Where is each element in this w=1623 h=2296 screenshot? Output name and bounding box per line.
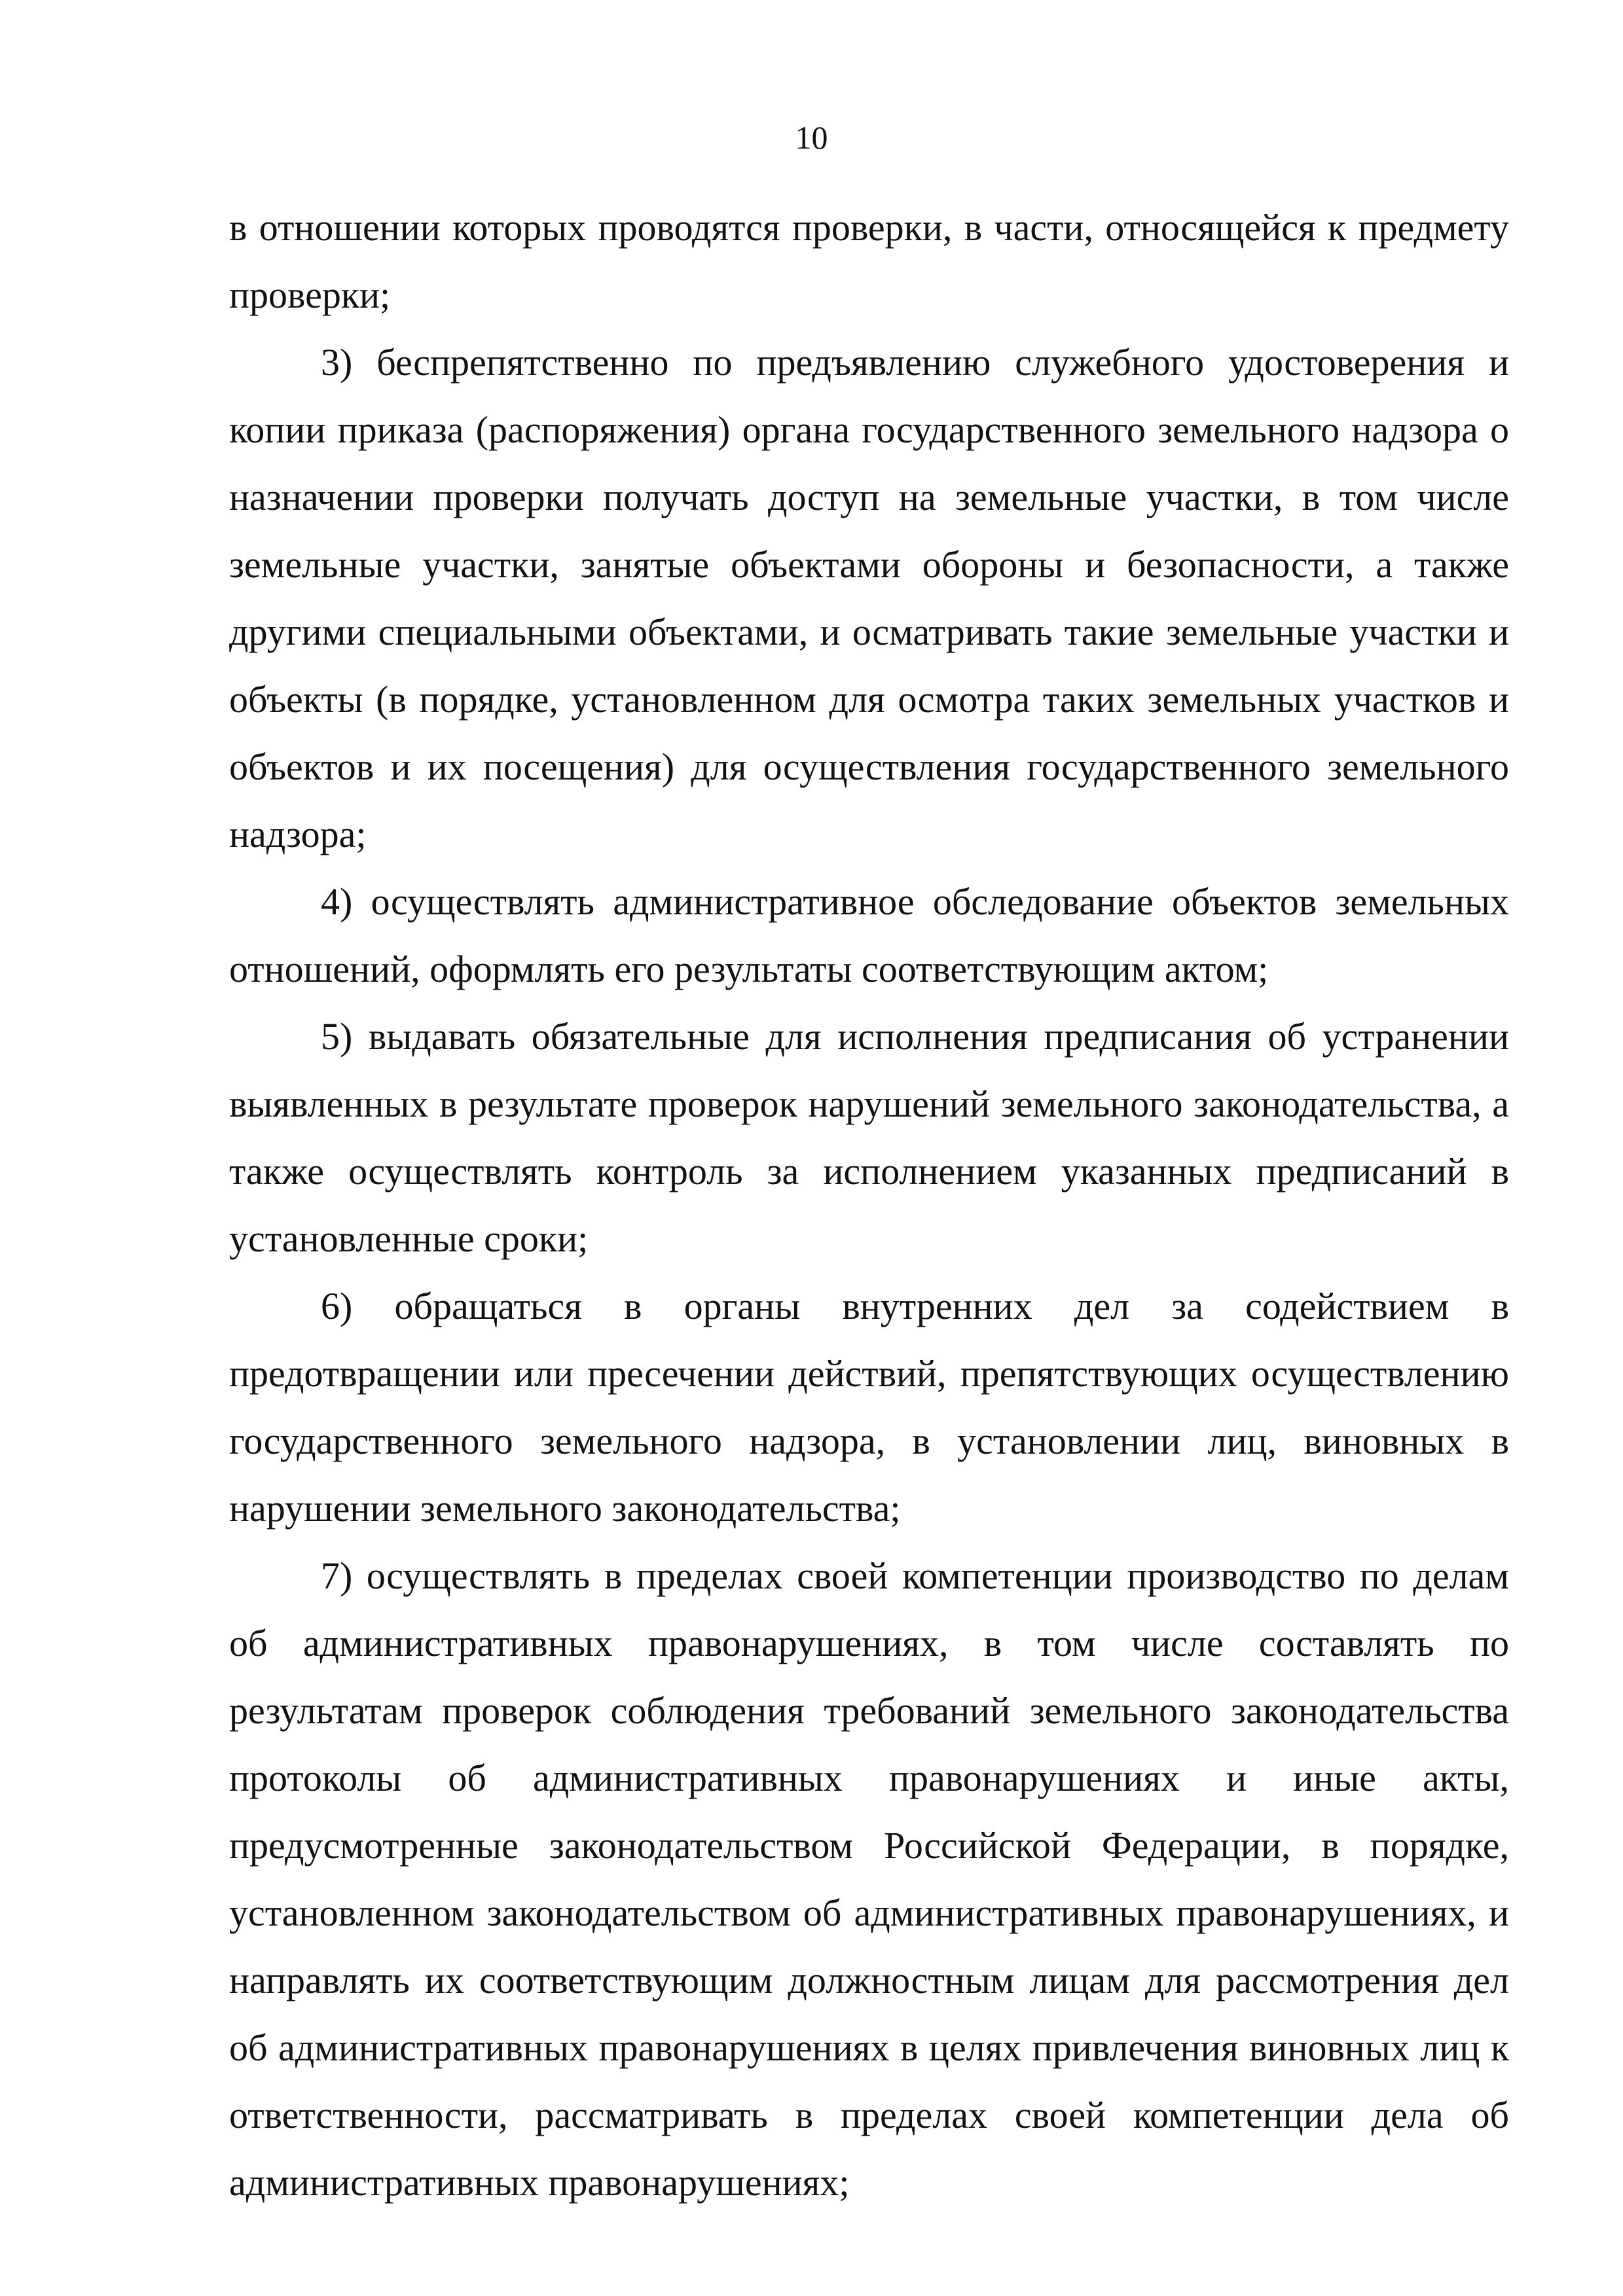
paragraph-item-7: 7) осуществлять в пределах своей компетенции производство по делам об административных правонарушениях, в том числе составлять по результатам проверок соблюдения требований земельного законодательства протоколы об административных правонарушениях и иные акты, предусмотренные законодательством Российской Федерации, в порядке, установленном законодательством об административных правонарушениях, и направлять их соответствующим должностным лицам для рассмотрения дел об административных правонарушениях в целях привлечения виновных лиц к ответственности, рассматривать в пределах своей компетенции дела об административных правонарушениях; (229, 1554, 1509, 2204)
paragraph-item-5: 5) выдавать обязательные для исполнения предписания об устранении выявленных в результате проверок нарушений земельного законодательства, а также осуществлять контроль за исполнением указанных предписаний в установленные сроки; (229, 1015, 1509, 1260)
paragraph-item-3: 3) беспрепятственно по предъявлению служебного удостоверения и копии приказа (распоряжения) органа государственного земельного надзора о назначении проверки получать доступ на земельные участки, в том числе земельные участки, занятые объектами обороны и безопасности, а также другими специальными объектами, и осматривать такие земельные участки и объекты (в порядке, установленном для осмотра таких земельных участков и объектов и их посещения) для осуществления государственного земельного надзора; (229, 341, 1509, 855)
paragraph-item-6: 6) обращаться в органы внутренних дел за содействием в предотвращении или пресечении действий, препятствующих осуществлению государственного земельного надзора, в установлении лиц, виновных в нарушении земельного законодательства; (229, 1285, 1509, 1530)
document-body (229, 194, 1509, 2216)
paragraph-continuation: в отношении которых проводятся проверки, в части, относящейся к предмету проверки; (229, 206, 1509, 316)
page-number: 10 (795, 119, 828, 156)
paragraph-item-4: 4) осуществлять административное обследование объектов земельных отношений, оформлять его результаты соответствующим актом; (229, 880, 1509, 990)
